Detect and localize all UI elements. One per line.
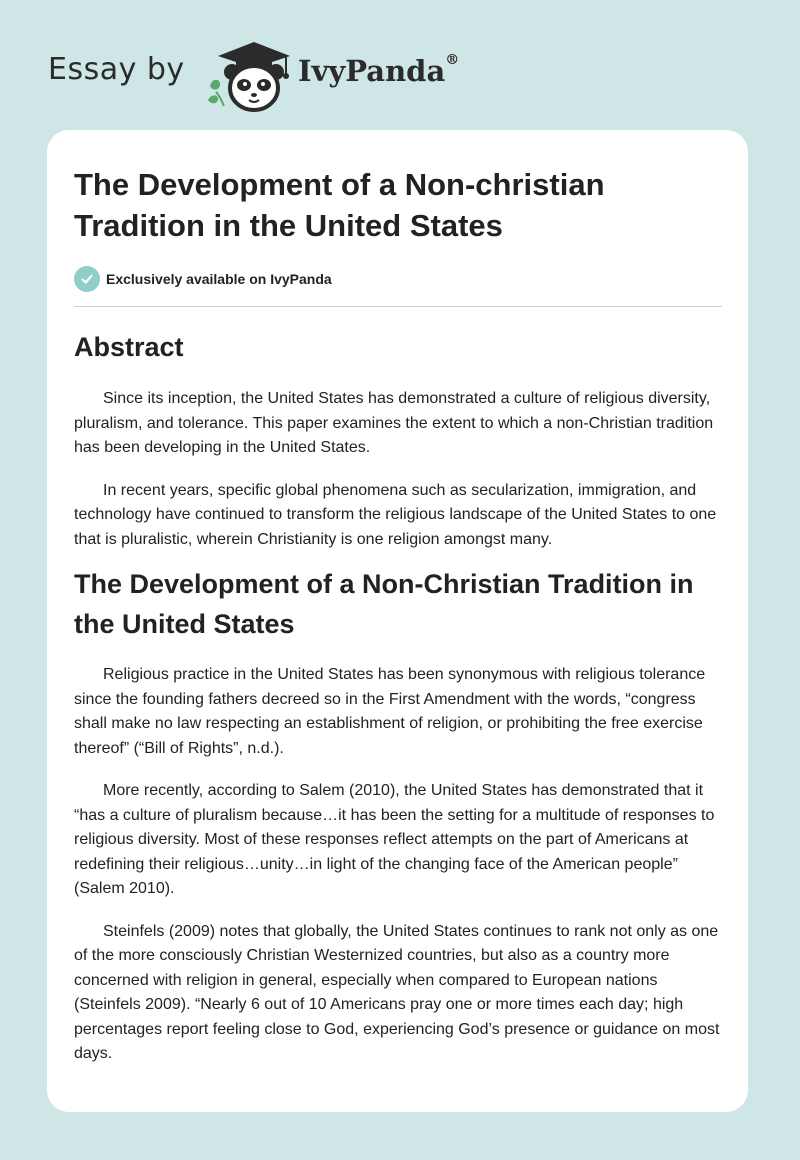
exclusive-badge bbox=[74, 266, 722, 292]
ivypanda-logo-icon[interactable] bbox=[202, 34, 294, 114]
site-header bbox=[48, 28, 508, 112]
abstract-paragraph: Since its inception, the United States has demonstrated a culture of religious diversity, pluralism, and tolerance. This paper examines the extent to which a non-Christian tradition has been developing in the United States. bbox=[74, 390, 714, 456]
divider bbox=[74, 306, 722, 307]
check-icon bbox=[74, 266, 100, 292]
badge-label: Exclusively available on IvyPanda bbox=[106, 271, 332, 287]
essay-card bbox=[47, 130, 748, 1112]
registered-mark: ® bbox=[445, 52, 460, 68]
page-title: The Development of a Non-christian Tradition in the United States bbox=[74, 167, 605, 243]
section-heading: The Development of a Non-Christian Tradition in the United States bbox=[74, 569, 694, 639]
brand-name[interactable]: IvyPanda® bbox=[298, 52, 460, 88]
abstract-paragraph: In recent years, specific global phenomena such as secularization, immigration, and technology have continued to transform the religious landscape of the United States to one that is pluralistic, wherein Christianity is one religion amongst many. bbox=[74, 481, 717, 548]
body-paragraph: Steinfels (2009) notes that globally, the United States continues to rank not only as one of the more consciously Christian Westernized countries, but also as a country more concerned with religion in general, especially when compared to European nations (Steinfels 2009). “Nearly 6 out of 10 Americans pray one or more times each day; high percentages report feeling close to God, experiencing God’s presence or guidance on most days. bbox=[74, 922, 720, 1062]
body-paragraph: Religious practice in the United States has been synonymous with religious tolerance since the founding fathers decreed so in the First Amendment with the words, “congress shall make no law respecting an establishment of religion, or prohibiting the free exercise thereof” (“Bill of Rights”, n.d.). bbox=[74, 666, 706, 757]
essay-by-label: Essay by bbox=[48, 52, 185, 87]
body-paragraph: More recently, according to Salem (2010), the United States has demonstrated that it “has a culture of pluralism because…it has been the setting for a multitude of responses to religious diversity. Most of these responses reflect attempts on the part of Americans at redefining their religious…unity…in light of the changing face of the American people” (Salem 2010). bbox=[74, 782, 715, 897]
abstract-heading: Abstract bbox=[74, 332, 184, 362]
